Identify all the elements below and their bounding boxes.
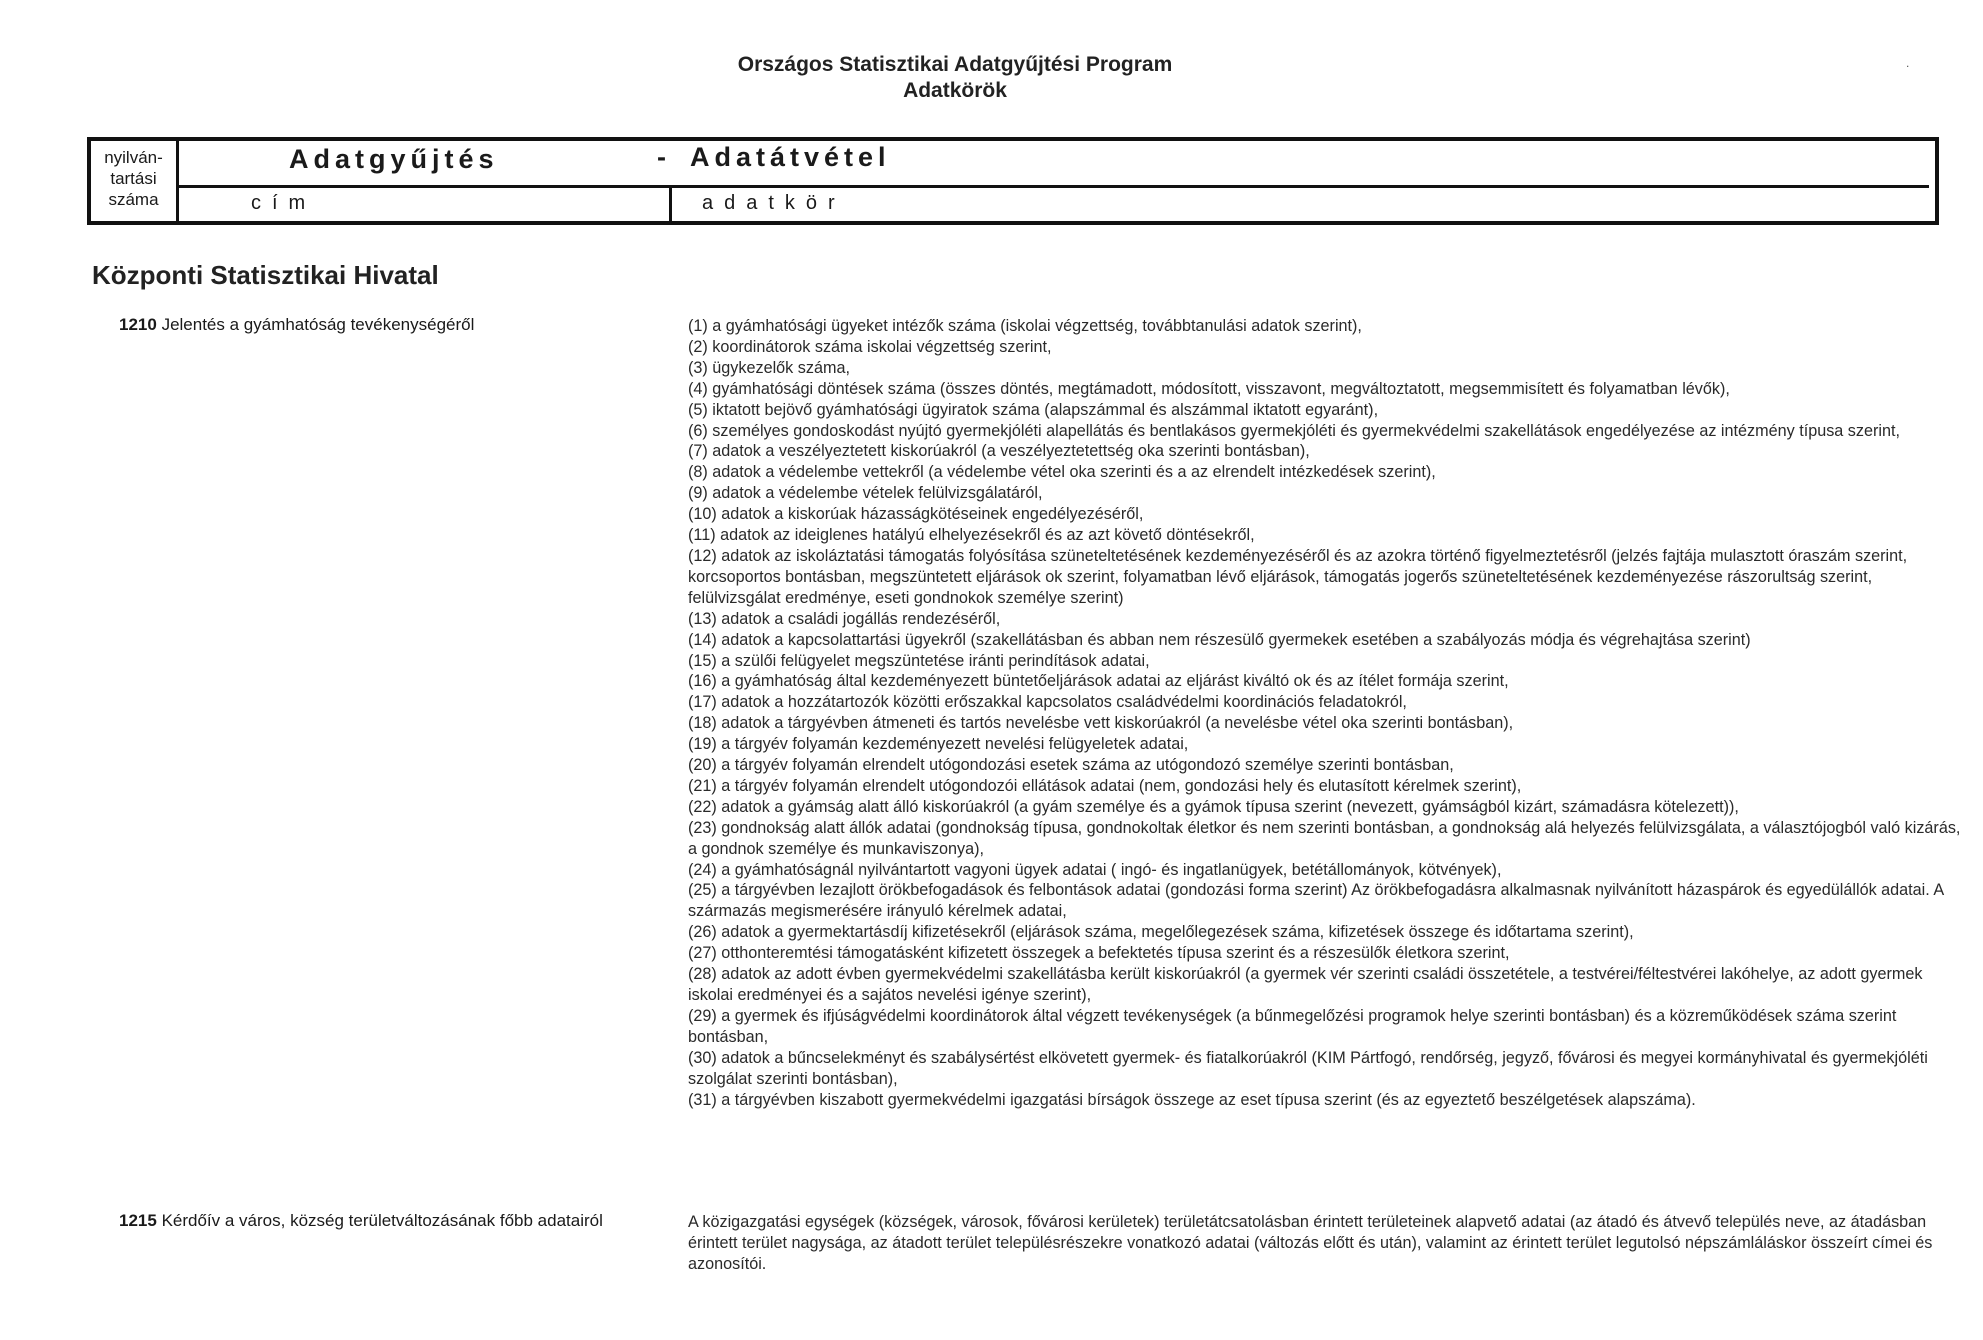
header-adatkor: adatkör bbox=[702, 192, 846, 214]
list-item: (25) a tárgyévben lezajlott örökbefogadások és felbontások adatai (gondozási forma szerint) Az örökbefogadásra alkalmasnak nyilvánított házaspárok és egyedülállók adatai. A származás megismerésére irányuló kérelmek adatai, bbox=[688, 881, 1944, 921]
header-cim: cím bbox=[251, 192, 317, 214]
registry-number-line3: száma bbox=[108, 190, 159, 209]
list-item: (17) adatok a hozzátartozók közötti erőszakkal kapcsolatos családvédelmi koordinációs feladatokról, bbox=[688, 693, 1407, 712]
list-item: (12) adatok az iskoláztatási támogatás folyósítása szüneteltetésének kezdeményezéséről és az azokra történő figyelmeztetésről (jelzés fajtája mulasztott óraszám szerint, korcsoportos bontásban, megszüntetett eljárások ok szerint, folyamatban lévő eljárások, támogatás jogerős szüneteltetésének kezdeményezése rászorultság szerint, felülvizsgálat eredménye, eseti gondnokok személye szerint) bbox=[688, 546, 1908, 607]
list-item: (7) adatok a veszélyeztetett kiskorúakról (a veszélyeztetettség oka szerinti bontásban), bbox=[688, 442, 1310, 461]
header-adatatvetel: Adatátvétel bbox=[690, 142, 891, 172]
list-item: (23) gondnokság alatt állók adatai (gondnokság típusa, gondnokoltak életkor és nem szerinti bontásban, a gondnokság alá helyezés felülvizsgálata, a választójogból való kizárás, a gondnok személye és munkaviszonya), bbox=[688, 818, 1961, 858]
entry-title: Jelentés a gyámhatóság tevékenységéről bbox=[161, 315, 475, 334]
list-item: (13) adatok a családi jogállás rendezéséről, bbox=[688, 609, 1001, 628]
entry-1210-header bbox=[119, 314, 474, 335]
list-item: (10) adatok a kiskorúak házasságkötéseinek engedélyezéséről, bbox=[688, 505, 1144, 524]
list-item: (16) a gyámhatóság által kezdeményezett büntetőeljárások adatai az eljárást kiváltó ok és az ítélet formája szerint, bbox=[688, 672, 1509, 691]
list-item: (4) gyámhatósági döntések száma (összes döntés, megtámadott, módosított, visszavont, megváltoztatott, megsemmisített és folyamatban lévők), bbox=[688, 379, 1730, 398]
entry-1215-header bbox=[119, 1210, 603, 1231]
document-title bbox=[0, 52, 1910, 104]
list-item: (18) adatok a tárgyévben átmeneti és tartós nevelésbe vett kiskorúakról (a nevelésbe vétel oka szerinti bontásban), bbox=[688, 714, 1514, 733]
list-item: (11) adatok az ideiglenes hatályú elhelyezésekről és az azt követő döntésekről, bbox=[688, 526, 1255, 545]
list-item: (26) adatok a gyermektartásdíj kifizetésekről (eljárások száma, megelőlegezések száma, kifizetések összege és időtartama szerint), bbox=[688, 923, 1634, 942]
entry-id: 1215 bbox=[119, 1211, 157, 1230]
list-item: (21) a tárgyév folyamán elrendelt utógondozói ellátások adatai (nem, gondozási hely és elutasított kérelmek szerint), bbox=[688, 776, 1522, 795]
list-item: (2) koordinátorok száma iskolai végzettség szerint, bbox=[688, 337, 1052, 356]
registry-number-header bbox=[91, 141, 179, 221]
list-item: (15) a szülői felügyelet megszüntetése iránti perindítások adatai, bbox=[688, 651, 1150, 670]
list-item: (8) adatok a védelembe vettekről (a védelembe vétel oka szerinti és a az elrendelt intézkedések szerint), bbox=[688, 463, 1436, 482]
list-item: (6) személyes gondoskodást nyújtó gyermekjóléti alapellátás és bentlakásos gyermekjóléti és gyermekvédelmi szakellátások engedélyezése az intézmény típusa szerint, bbox=[688, 421, 1900, 440]
list-item: (1) a gyámhatósági ügyeket intézők száma (iskolai végzettség, továbbtanulási adatok szerint), bbox=[688, 317, 1362, 335]
entry-title: Kérdőív a város, község területváltozásának főbb adatairól bbox=[161, 1211, 603, 1230]
list-item: A közigazgatási egységek (községek, városok, fővárosi kerületek) területátcsatolásban érintett területeinek alapvető adatai (az átadó és átvevő település neve, az átadásban érintett terület nagysága, az átadott terület településrészekre vonatkozó adatai (változás előtt és után), valamint az érintett terület legutolsó népszámláláskor összeírt címei és azonosítói. bbox=[688, 1213, 1933, 1273]
header-adatgyujtes: Adatgyűjtés bbox=[289, 144, 499, 174]
document-title-line2: Adatkörök bbox=[903, 79, 1007, 102]
list-item: (3) ügykezelők száma, bbox=[688, 358, 850, 377]
section-heading: Központi Statisztikai Hivatal bbox=[92, 260, 439, 290]
list-item: (5) iktatott bejövő gyámhatósági ügyiratok száma (alapszámmal és alszámmal iktatott egyaránt), bbox=[688, 400, 1379, 419]
document-title-line1: Országos Statisztikai Adatgyűjtési Program bbox=[737, 53, 1173, 76]
list-item: (27) otthonteremtési támogatásként kifizetett összegek a befektetés típusa szerint és a részesülők életkora szerint, bbox=[688, 944, 1510, 963]
list-item: (31) a tárgyévben kiszabott gyermekvédelmi igazgatási bírságok összege az eset típusa szerint (és az egyeztető beszélgetések alapszáma). bbox=[688, 1090, 1696, 1109]
list-item: (20) a tárgyév folyamán elrendelt utógondozási esetek száma az utógondozó személye szerinti bontásban, bbox=[688, 756, 1454, 775]
corner-mark: . bbox=[1906, 56, 1910, 70]
list-item: (14) adatok a kapcsolattartási ügyekről (szakellátásban és abban nem részesülő gyermekek esetében a szabályozás módja és végrehajtása szerint) bbox=[688, 630, 1751, 649]
header-separator: - bbox=[657, 142, 671, 172]
registry-number-line2: tartási bbox=[110, 169, 157, 188]
header-horizontal-divider bbox=[179, 185, 1929, 188]
list-item: (22) adatok a gyámság alatt álló kiskorúakról (a gyám személye és a gyámok típusa szerint (nevezett, gyámságból kizárt, számadásra kötelezett)), bbox=[688, 797, 1739, 816]
list-item: (19) a tárgyév folyamán kezdeményezett nevelési felügyeletek adatai, bbox=[688, 735, 1189, 754]
registry-number-line1: nyilván- bbox=[104, 148, 163, 167]
entry-id: 1210 bbox=[119, 315, 157, 334]
header-vertical-divider bbox=[669, 185, 672, 221]
entry-1210-description bbox=[688, 316, 1968, 1110]
list-item: (29) a gyermek és ifjúságvédelmi koordinátorok által végzett tevékenységek (a bűnmegelőzési programok helye szerinti bontásban) és a közreműködések száma szerint bontásban, bbox=[688, 1006, 1897, 1046]
entry-1215-description bbox=[688, 1212, 1968, 1275]
list-item: (30) adatok a bűncselekményt és szabálysértést elkövetett gyermek- és fiatalkorúakról (KIM Pártfogó, rendőrség, jegyző, fővárosi és megyei kormányhivatal és gyermekjóléti szolgálat szerinti bontásban), bbox=[688, 1048, 1928, 1088]
table-header bbox=[87, 137, 1939, 225]
list-item: (24) a gyámhatóságnál nyilvántartott vagyoni ügyek adatai ( ingó- és ingatlanügyek, betétállományok, kötvények), bbox=[688, 860, 1502, 879]
list-item: (28) adatok az adott évben gyermekvédelmi szakellátásba került kiskorúakról (a gyermek vér szerinti családi összetétele, a testvérei/féltestvérei lakóhelye, az adott gyermek iskolai eredményei és a sajátos nevelési igénye szerint), bbox=[688, 965, 1923, 1004]
list-item: (9) adatok a védelembe vételek felülvizsgálatáról, bbox=[688, 484, 1043, 503]
